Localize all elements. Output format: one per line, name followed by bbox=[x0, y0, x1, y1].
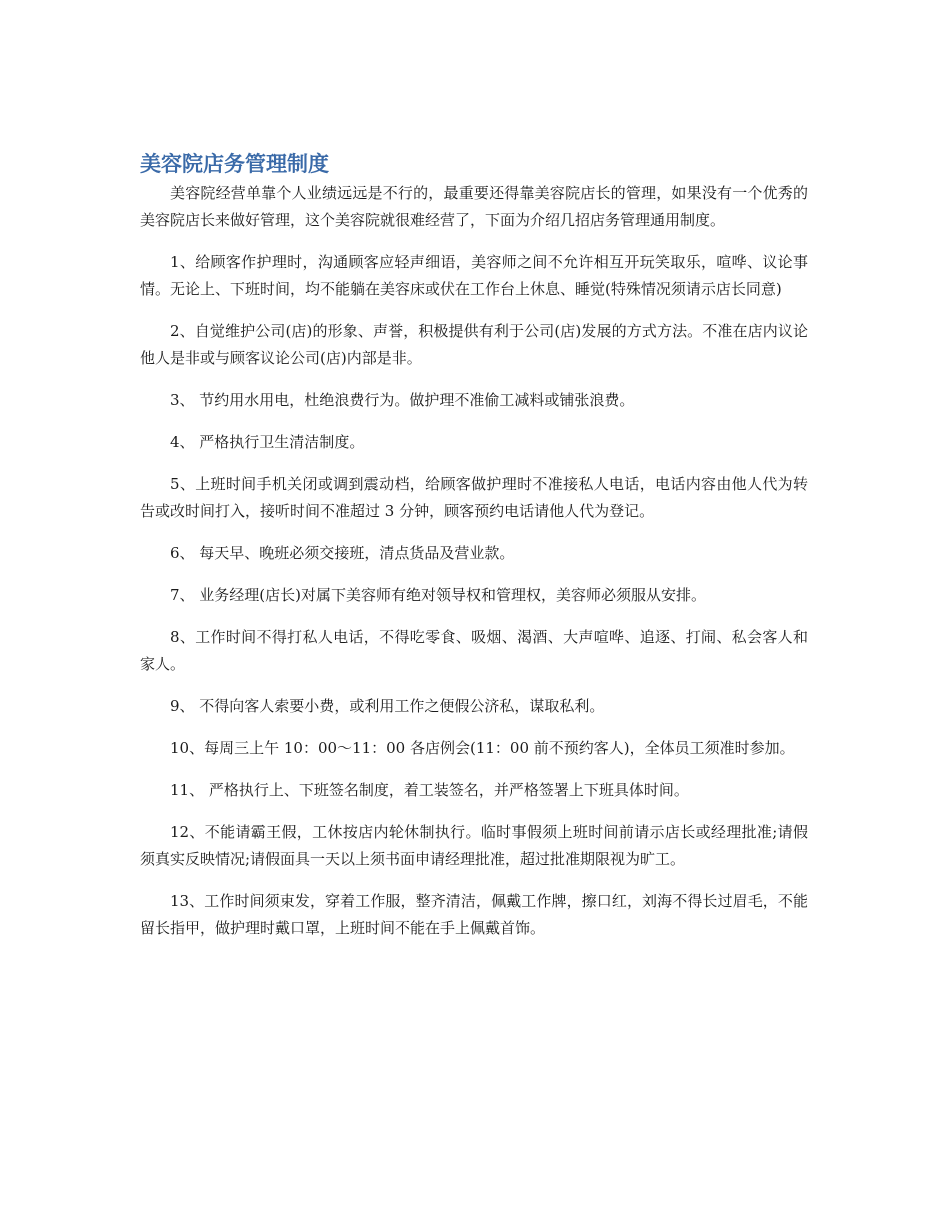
rule-7: 7、 业务经理(店长)对属下美容师有绝对领导权和管理权，美容师必须服从安排。 bbox=[170, 586, 707, 604]
rule-6: 6、 每天早、晚班必须交接班，清点货品及营业款。 bbox=[170, 544, 515, 562]
rule-3: 3、 节约用水用电，杜绝浪费行为。做护理不准偷工减料或铺张浪费。 bbox=[170, 391, 635, 409]
rule-4: 4、 严格执行卫生清洁制度。 bbox=[170, 433, 365, 451]
document-title: 美容院店务管理制度 bbox=[140, 152, 329, 176]
document-body bbox=[140, 148, 808, 942]
rule-2: 2、自觉维护公司(店)的形象、声誉，积极提供有利于公司(店)发展的方式方法。不准在店内议论他人是非或与顾客议论公司(店)内部是非。 bbox=[140, 322, 808, 367]
rule-9: 9、 不得向客人索要小费，或利用工作之便假公济私，谋取私利。 bbox=[170, 697, 605, 715]
intro-paragraph: 美容院经营单靠个人业绩远远是不行的，最重要还得靠美容院店长的管理，如果没有一个优秀的美容院店长来做好管理，这个美容院就很难经营了，下面为介绍几招店务管理通用制度。 bbox=[140, 184, 808, 229]
rule-1: 1、给顾客作护理时，沟通顾客应轻声细语，美容师之间不允许相互开玩笑取乐，喧哗、议论事情。无论上、下班时间，均不能躺在美容床或伏在工作台上休息、睡觉(特殊情况须请示店长同意) bbox=[140, 253, 808, 298]
rule-12: 12、不能请霸王假，工休按店内轮休制执行。临时事假须上班时间前请示店长或经理批准;请假须真实反映情况;请假面具一天以上须书面申请经理批准，超过批准期限视为旷工。 bbox=[140, 823, 808, 868]
rule-10: 10、每周三上午 10：00～11：00 各店例会(11：00 前不预约客人)，全体员工须准时参加。 bbox=[170, 739, 795, 757]
rule-5: 5、上班时间手机关闭或调到震动档，给顾客做护理时不准接私人电话，电话内容由他人代为转告或改时间打入，接听时间不准超过 3 分钟，顾客预约电话请他人代为登记。 bbox=[140, 475, 808, 520]
rule-11: 11、 严格执行上、下班签名制度，着工装签名，并严格签署上下班具体时间。 bbox=[170, 781, 689, 799]
rule-8: 8、工作时间不得打私人电话，不得吃零食、吸烟、渴酒、大声喧哗、追逐、打闹、私会客人和家人。 bbox=[140, 628, 808, 673]
rule-13: 13、工作时间须束发，穿着工作服，整齐清洁，佩戴工作牌，擦口红，刘海不得长过眉毛，不能留长指甲，做护理时戴口罩，上班时间不能在手上佩戴首饰。 bbox=[140, 892, 808, 937]
